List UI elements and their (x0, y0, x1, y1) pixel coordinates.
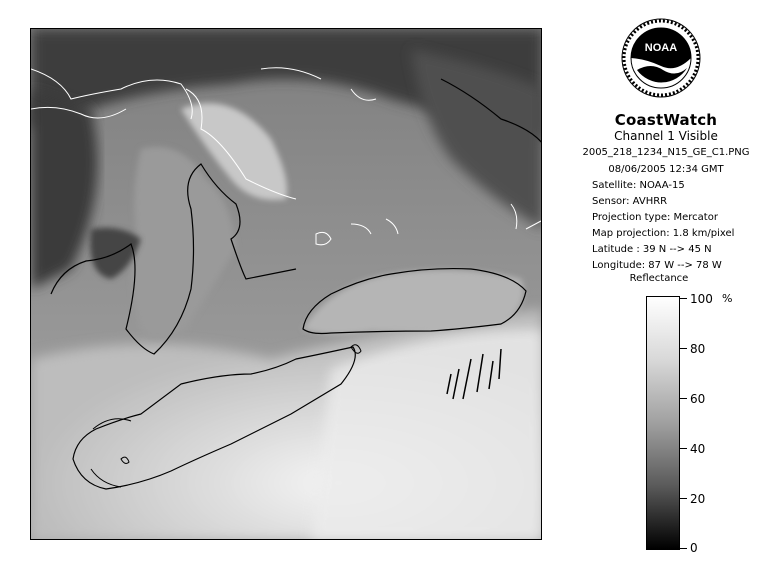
image-datetime: 08/06/2005 12:34 GMT (608, 164, 724, 175)
tick-label: 0 (690, 541, 698, 555)
tick-label: 100 (690, 292, 713, 306)
logo-text: NOAA (644, 42, 678, 54)
tick-label: 60 (690, 392, 706, 406)
app-title: CoastWatch (614, 111, 718, 129)
tick-label: 40 (690, 442, 706, 456)
tick-mark (680, 548, 687, 549)
satellite-map (30, 28, 542, 540)
legend-unit: % (722, 292, 733, 305)
tick-mark (680, 398, 687, 399)
tick-mark (680, 298, 687, 299)
legend-title: Reflectance (629, 273, 689, 284)
tick-label: 80 (690, 342, 706, 356)
projection-type-info: Projection type: Mercator (592, 212, 718, 223)
map-projection-info: Map projection: 1.8 km/pixel (592, 228, 735, 239)
noaa-logo (621, 18, 701, 98)
satellite-info: Satellite: NOAA-15 (592, 180, 685, 191)
tick-mark (680, 348, 687, 349)
tick-label: 20 (690, 492, 706, 506)
reflectance-colorbar (646, 296, 680, 550)
channel-subtitle: Channel 1 Visible (614, 129, 718, 143)
longitude-info: Longitude: 87 W --> 78 W (592, 260, 722, 271)
sensor-info: Sensor: AVHRR (592, 196, 668, 207)
tick-mark (680, 498, 687, 499)
latitude-info: Latitude : 39 N --> 45 N (592, 244, 712, 255)
tick-mark (680, 448, 687, 449)
image-filename: 2005_218_1234_N15_GE_C1.PNG (582, 147, 750, 158)
